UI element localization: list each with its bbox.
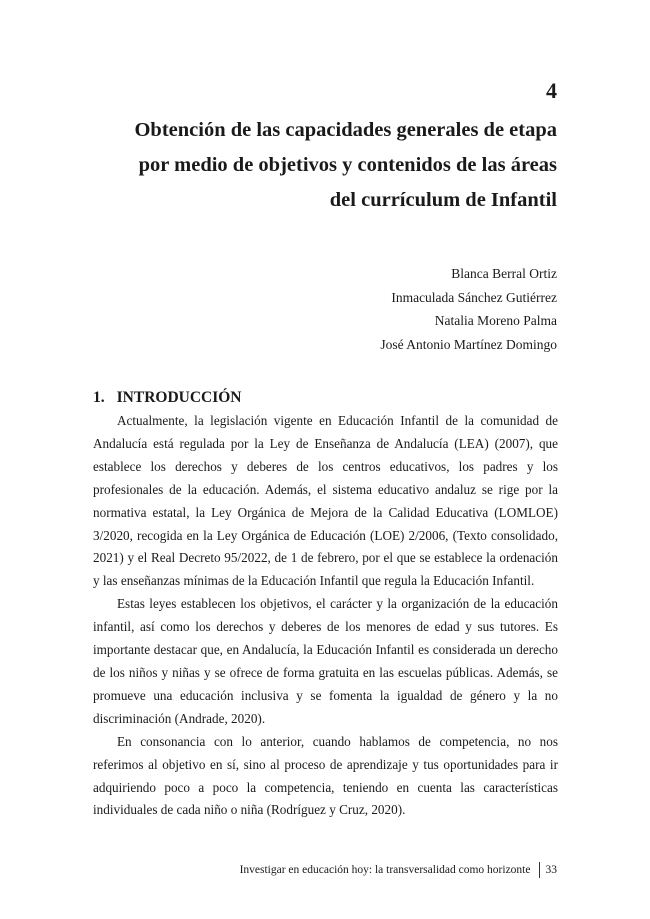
chapter-title [60,113,557,218]
footer-book-title: Investigar en educación hoy: la transversalidad como horizonte [239,864,531,876]
chapter-title-line: del currículum de Infantil [329,189,557,211]
chapter-title-line: por medio de objetivos y contenidos de las áreas [138,154,557,176]
author-name: Natalia Moreno Palma [434,313,557,328]
chapter-title-line: Obtención de las capacidades generales de etapa [134,119,557,141]
page-footer [240,862,557,878]
page-number: 33 [545,864,557,876]
paragraph: Estas leyes establecen los objetivos, el carácter y la organización de la educación infantil, así como los derechos y deberes de los menores de edad y sus tutores. Es importante destacar que, en Andalucía, la Educación Infantil es considerada un derecho de los niños y niñas y se ofrece de forma gratuita en las escuelas públicas. Además, se promueve una educación inclusiva y se fomenta la igualdad de género y la no discriminación (Andrade, 2020). [93,596,558,726]
section-title: INTRODUCCIÓN [116,389,242,406]
body-text [93,410,558,822]
author-name: José Antonio Martínez Domingo [380,336,557,352]
chapter-number: 4 [546,78,557,103]
paragraph: Actualmente, la legislación vigente en Educación Infantil de la comunidad de Andalucía está regulada por la Ley de Enseñanza de Andalucía (LEA) (2007), que establece los derechos y deberes de los centros educativos, los padres y los profesionales de la educación. Además, el sistema educativo andaluz se rige por la normativa estatal, la Ley Orgánica de Mejora de la Calidad Educativa (LOMLOE) 3/2020, recogida en la Ley Orgánica de Educación (LOE) 2/2006, (Texto consolidado, 2021) y el Real Decreto 95/2022, de 1 de febrero, por el que se establece la ordenación y las enseñanzas mínimas de la Educación Infantil que regula la Educación Infantil. [93,413,558,589]
section-heading [93,388,242,408]
author-name: Blanca Berral Ortiz [451,266,557,281]
footer-divider [539,862,540,878]
author-list [380,262,557,356]
paragraph: En consonancia con lo anterior, cuando hablamos de competencia, no nos referimos al objetivo en sí, sino al proceso de aprendizaje y tus oportunidades para ir adquiriendo poco a poco la competencia, teniendo en cuenta las características individuales de cada niño o niña (Rodríguez y Cruz, 2020). [93,733,558,818]
section-number: 1. [93,389,105,406]
author-name: Inmaculada Sánchez Gutiérrez [391,289,557,305]
